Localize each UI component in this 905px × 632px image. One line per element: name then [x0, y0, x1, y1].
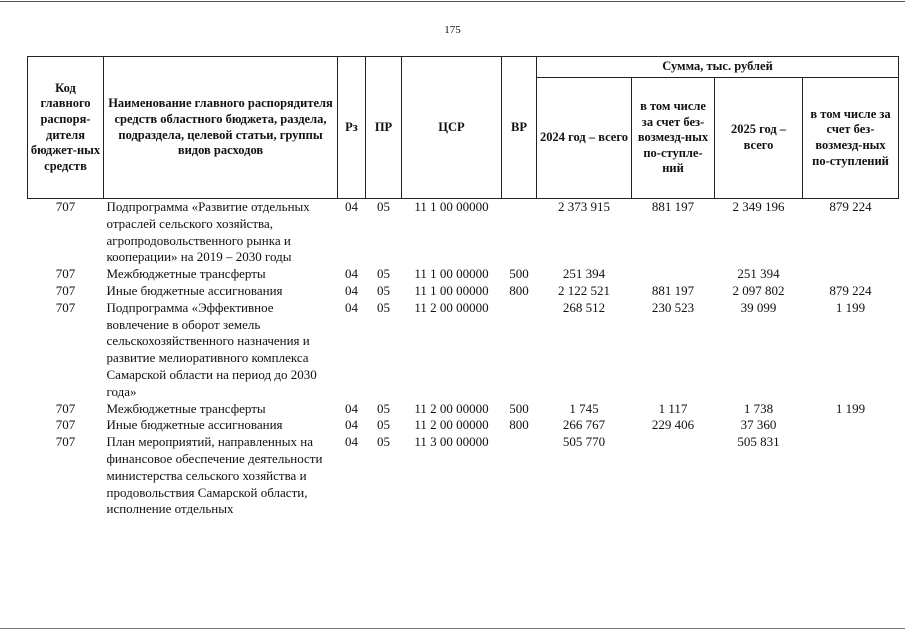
top-edge-line	[0, 1, 905, 2]
header-2024-total: 2024 год – всего	[537, 78, 632, 199]
header-name: Наименование главного распорядителя средств областного бюджета, раздела, подраздела, целевой статьи, группы видов расходов	[104, 57, 338, 199]
cell-f2025	[803, 434, 899, 518]
cell-vr	[502, 300, 537, 401]
cell-code: 707	[55, 282, 76, 298]
cell-vr: 800	[509, 282, 529, 298]
cell-pr: 05	[377, 299, 390, 315]
cell-code: 707	[55, 400, 76, 416]
table-row	[28, 199, 899, 267]
cell-code: 707	[55, 299, 76, 315]
cell-f2024: 230 523	[651, 299, 695, 315]
cell-f2025: 1 199	[835, 299, 866, 315]
cell-f2024	[632, 434, 715, 518]
cell-vr: 500	[509, 400, 529, 416]
cell-f2025: 879 224	[829, 282, 872, 298]
table-row	[28, 401, 899, 418]
bottom-edge-line	[0, 628, 905, 629]
header-2025-total: 2025 год – всего	[715, 78, 803, 199]
cell-s2025: 505 831	[737, 434, 780, 450]
header-sum: Сумма, тыс. рублей	[537, 57, 899, 78]
page-number: 175	[444, 24, 461, 36]
cell-pr: 05	[377, 199, 390, 214]
header-pr: ПР	[366, 57, 402, 199]
cell-name: Иные бюджетные ассигнования	[106, 417, 283, 433]
cell-f2025	[803, 417, 899, 434]
cell-csr: 11 2 00 00000	[414, 299, 489, 315]
cell-code: 707	[55, 417, 76, 433]
cell-code: 707	[55, 199, 76, 214]
cell-s2025: 2 097 802	[732, 282, 785, 298]
table-row	[28, 266, 899, 283]
budget-table	[27, 56, 899, 518]
cell-code: 707	[55, 266, 76, 282]
cell-rz: 04	[345, 417, 358, 433]
cell-name: Иные бюджетные ассигнования	[106, 282, 283, 298]
cell-s2024: 505 770	[562, 434, 606, 450]
cell-s2025: 1 738	[743, 400, 774, 416]
cell-rz: 04	[345, 434, 358, 450]
cell-name: План мероприятий, направленных на финансовое обеспечение деятельности министерства сельского хозяйства и продовольствия Самарской области, исполнение отдельных	[106, 434, 323, 517]
cell-s2024: 268 512	[562, 299, 606, 315]
cell-pr: 05	[377, 282, 390, 298]
cell-rz: 04	[345, 266, 358, 282]
cell-csr: 11 1 00 00000	[414, 266, 489, 282]
table-row	[28, 300, 899, 401]
table-body	[28, 199, 899, 519]
cell-code: 707	[55, 434, 76, 450]
cell-name: Межбюджетные трансферты	[106, 400, 266, 416]
cell-pr: 05	[377, 434, 390, 450]
cell-vr: 800	[509, 417, 529, 433]
cell-name: Подпрограмма «Эффективное вовлечение в оборот земель сельскохозяйственного назначения и развитие мелиоративного комплекса Самарской области на период до 2030 года»	[106, 299, 317, 399]
cell-s2024: 266 767	[562, 417, 606, 433]
header-code: Код главного распоря-дителя бюджет-ных средств	[28, 57, 104, 199]
cell-s2024: 1 745	[569, 400, 599, 416]
cell-csr: 11 2 00 00000	[414, 400, 489, 416]
cell-f2024: 881 197	[651, 282, 695, 298]
cell-f2024	[632, 266, 715, 283]
cell-pr: 05	[377, 266, 390, 282]
cell-vr	[502, 199, 537, 267]
budget-table-wrap	[27, 56, 898, 518]
cell-f2024: 1 117	[658, 400, 688, 416]
cell-s2025: 251 394	[737, 266, 780, 282]
cell-f2024: 229 406	[651, 417, 695, 433]
cell-rz: 04	[345, 199, 358, 214]
cell-s2025: 2 349 196	[732, 199, 785, 214]
cell-s2024: 2 373 915	[558, 199, 610, 214]
header-csr: ЦСР	[402, 57, 502, 199]
header-2024-free: в том числе за счет без-возмезд-ных по-ступле-ний	[632, 78, 715, 199]
table-row	[28, 434, 899, 518]
cell-f2025: 879 224	[829, 199, 872, 214]
cell-f2024: 881 197	[651, 199, 695, 214]
cell-rz: 04	[345, 299, 358, 315]
header-2025-free: в том числе за счет без-возмезд-ных по-ступлений	[803, 78, 899, 199]
cell-rz: 04	[345, 282, 358, 298]
cell-rz: 04	[345, 400, 358, 416]
cell-pr: 05	[377, 400, 390, 416]
cell-f2025: 1 199	[835, 400, 866, 416]
cell-s2024: 251 394	[562, 266, 606, 282]
cell-f2025	[803, 266, 899, 283]
header-vr: ВР	[502, 57, 537, 199]
cell-csr: 11 1 00 00000	[414, 199, 489, 214]
cell-vr: 500	[509, 266, 529, 282]
header-rz: Рз	[338, 57, 366, 199]
table-row	[28, 417, 899, 434]
cell-name: Подпрограмма «Развитие отдельных отраслей сельского хозяйства, агропродовольственного рынка и кооперации» на 2019 – 2030 годы	[106, 199, 310, 265]
cell-csr: 11 2 00 00000	[414, 417, 489, 433]
cell-name: Межбюджетные трансферты	[106, 266, 266, 282]
cell-s2025: 39 099	[740, 299, 777, 315]
table-row	[28, 283, 899, 300]
cell-csr: 11 3 00 00000	[414, 434, 489, 450]
cell-csr: 11 1 00 00000	[414, 282, 489, 298]
cell-pr: 05	[377, 417, 390, 433]
cell-s2025: 37 360	[740, 417, 777, 433]
cell-s2024: 2 122 521	[558, 282, 610, 298]
cell-vr	[502, 434, 537, 518]
